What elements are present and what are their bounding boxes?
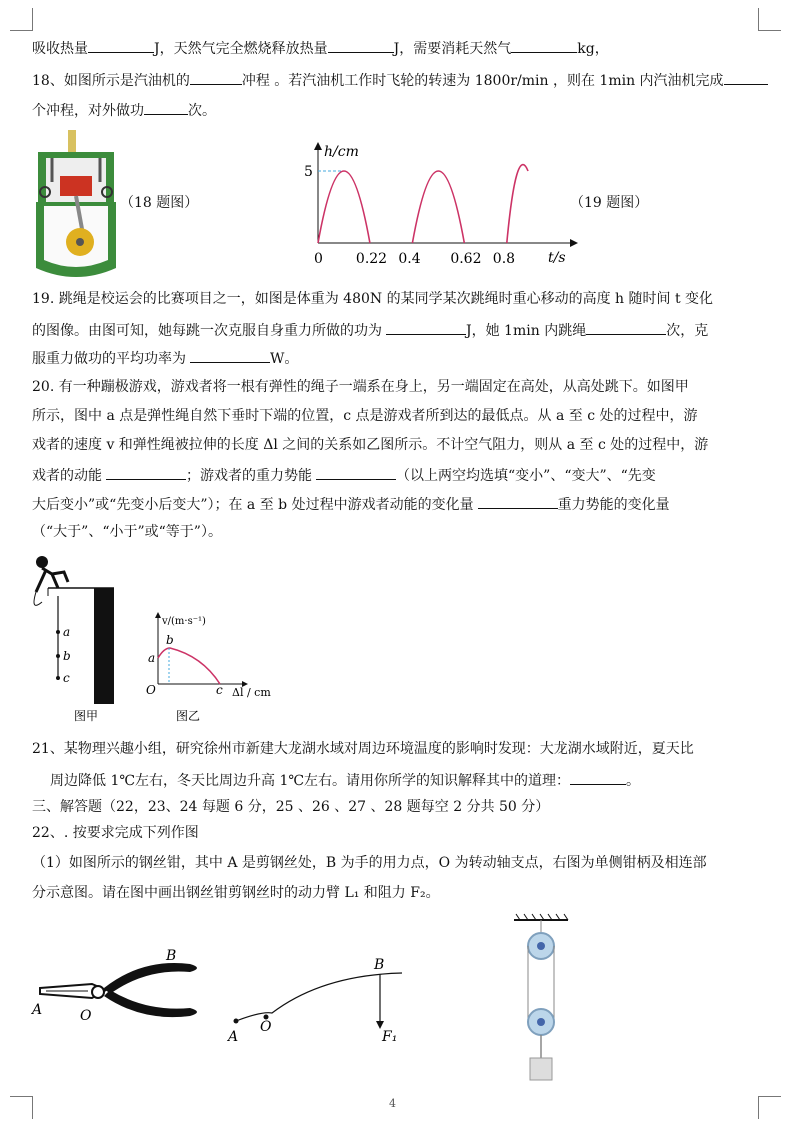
pliers-figure — [32, 950, 212, 1030]
x-tick-label: 0.22 — [355, 251, 388, 267]
bungee-figure-jia — [28, 552, 128, 722]
pulley-figure — [506, 912, 576, 1088]
crop-mark-top-right — [758, 8, 781, 31]
answer-blank[interactable] — [190, 348, 270, 363]
spark-plug — [68, 130, 76, 152]
crop-mark-bottom-left — [10, 1096, 33, 1119]
answer-blank[interactable] — [190, 70, 242, 85]
text: ；游戏者的重力势能 — [186, 468, 312, 484]
text: 18、如图所示是汽油机的 — [32, 73, 190, 89]
question-19-line-1 — [32, 290, 713, 308]
answer-blank[interactable] — [586, 320, 666, 335]
origin-label: O — [146, 683, 156, 697]
caption-yi: 图乙 — [176, 709, 201, 723]
text: 20. 有一种蹦极游戏，游戏者将一根有弹性的绳子一端系在身上，另一端固定在高处，从高处跳下。如图甲 — [32, 379, 689, 395]
x-tick-label: 0 — [314, 251, 323, 267]
question-20-line-1 — [32, 378, 689, 396]
x-axis-arrow — [570, 239, 578, 247]
text: （19 题图） — [570, 195, 649, 211]
jumper-head — [36, 556, 48, 568]
point-c-label: c — [63, 671, 70, 685]
x-tick-label: 0.4 — [398, 251, 421, 267]
lever-sketch — [222, 955, 412, 1050]
text: （1）如图所示的钢丝钳，其中 A 是剪钢丝处，B 为手的用力点，O 为转动轴支点，右图为单侧钳柄及相连部 — [32, 855, 707, 871]
text: 次，克 — [666, 323, 709, 339]
text: 冲程 。若汽油机工作时飞轮的转速为 1800r/min ，则在 1min 内汽油机完成 — [241, 73, 724, 89]
engine-diagram — [30, 128, 122, 278]
text: 戏者的动能 — [32, 468, 102, 484]
point-a-label: A — [32, 1002, 43, 1018]
point-a-label: A — [228, 1029, 239, 1045]
text: 的图像。由图可知，她每跳一次克服自身重力所做的功为 — [32, 323, 382, 339]
cliff-wall — [94, 588, 114, 704]
point-a-label: a — [63, 625, 71, 639]
x-axis-label: Δl / cm — [232, 686, 271, 699]
figure-18-caption — [120, 194, 198, 212]
weight-block — [530, 1058, 552, 1080]
text: 次。 — [188, 103, 216, 119]
point-c-label: c — [216, 683, 223, 697]
text: （“大于”、“小于”或“等于”）。 — [32, 524, 222, 540]
text: 21、某物理兴趣小组，研究徐州市新建大龙湖水域对周边环境温度的影响时发现：大龙湖水域附近，夏天比 — [32, 741, 694, 757]
answer-blank[interactable] — [88, 38, 154, 53]
y-tick-label: 5 — [304, 164, 313, 180]
text: 所示，图中 a 点是弹性绳自然下垂时下端的位置，c 点是游戏者所到达的最低点。从 a 至 c 处的过程中，游 — [32, 408, 698, 424]
text: 三、解答题（22，23、24 每题 6 分，25 、26 、27 、28 题每空 2 分共 50 分） — [32, 799, 550, 815]
question-19-line-3 — [32, 348, 298, 368]
y-axis-label: v/(m·s⁻¹) — [162, 616, 206, 627]
question-21-line-1 — [32, 740, 694, 758]
x-tick-label: 0.62 — [450, 251, 482, 267]
jump-arch-3 — [507, 165, 528, 243]
point-b-label: b — [166, 633, 174, 647]
crop-mark-bottom-right — [758, 1096, 781, 1119]
text: 戏者的速度 v 和弹性绳被拉伸的长度 Δl 之间的关系如乙图所示。不计空气阻力，则从 a 至 c 处的过程中，游 — [32, 437, 709, 453]
question-22-1-line-2 — [32, 884, 440, 902]
velocity-curve — [158, 648, 220, 684]
question-22-1-line-1 — [32, 854, 707, 872]
text: 19. 跳绳是校运会的比赛项目之一，如图是体重为 480N 的某同学某次跳绳时重心移动的高度 h 随时间 t 变化 — [32, 291, 714, 307]
answer-blank[interactable] — [144, 100, 188, 115]
text: 重力势能的变化量 — [557, 497, 670, 513]
text: 服重力做功的平均功率为 — [32, 351, 186, 367]
question-18-line-2 — [32, 100, 216, 120]
question-19-line-2 — [32, 320, 708, 340]
question-20-line-3 — [32, 436, 708, 454]
answer-blank[interactable] — [106, 465, 186, 480]
point-o-label: O — [260, 1019, 272, 1035]
text: （以上两空均选填“变小”、“变大”、“先变 — [396, 468, 656, 484]
page-number: 4 — [389, 1097, 396, 1110]
answer-blank[interactable] — [316, 465, 396, 480]
text: 个冲程，对外做功 — [32, 103, 144, 119]
answer-blank[interactable] — [386, 320, 466, 335]
answer-blank[interactable] — [478, 494, 558, 509]
section-3-heading — [32, 798, 549, 816]
question-20-line-2 — [32, 407, 698, 425]
text: 分示意图。请在图中画出钢丝钳剪钢丝时的动力臂 L₁ 和阻力 F₂。 — [32, 885, 440, 901]
crop-mark-top-left — [10, 8, 33, 31]
text: 吸收热量 — [32, 41, 88, 57]
answer-blank[interactable] — [511, 38, 577, 53]
point-b-label: B — [166, 948, 177, 964]
question-21-line-2 — [50, 770, 640, 790]
handle-curve — [236, 973, 402, 1021]
text: 大后变小”或“先变小后变大”）；在 a 至 b 处过程中游戏者动能的变化量 — [32, 497, 474, 513]
question-22-heading — [32, 824, 199, 842]
text: 周边降低 1℃左右，冬天比周边升高 1℃左右。请用你所学的知识解释其中的道理： — [50, 773, 571, 789]
jump-arch-1 — [318, 171, 370, 243]
height-time-chart — [290, 138, 580, 268]
y-axis-arrow — [314, 142, 322, 150]
text: 22、. 按要求完成下列作图 — [32, 825, 199, 841]
pliers-upper-handle — [104, 963, 197, 994]
text: kg， — [577, 41, 609, 57]
y-axis-label: h/cm — [324, 144, 359, 160]
text: 。 — [626, 773, 641, 789]
caption-jia: 图甲 — [74, 709, 99, 723]
piston — [60, 176, 92, 196]
answer-blank[interactable] — [570, 770, 626, 785]
answer-blank[interactable] — [328, 38, 394, 53]
question-20-line-4 — [32, 465, 656, 485]
question-18-line-1 — [32, 70, 768, 90]
force-f1-label: F₁ — [382, 1029, 398, 1045]
point-b-label: B — [374, 957, 385, 973]
x-axis-label: t/s — [548, 250, 566, 266]
pivot — [92, 986, 104, 998]
point-a-label: a — [148, 651, 156, 665]
text: （18 题图） — [120, 195, 199, 211]
velocity-stretch-graph-yi — [142, 610, 282, 722]
text: W。 — [270, 351, 299, 367]
question-20-line-5 — [32, 494, 670, 514]
jump-arch-2 — [412, 171, 464, 243]
line-heat-absorbed — [32, 38, 609, 58]
question-20-line-6 — [32, 523, 222, 541]
x-tick-label: 0.8 — [492, 251, 516, 267]
answer-blank[interactable] — [724, 70, 768, 85]
text: J，需要消耗天然气 — [393, 41, 512, 57]
point-o-label: O — [80, 1008, 92, 1024]
figure-19-caption — [570, 194, 648, 212]
point-b-label: b — [63, 649, 71, 663]
pliers-lower-handle — [104, 990, 197, 1017]
text: J，天然气完全燃烧释放热量 — [154, 41, 328, 57]
text: J，她 1min 内跳绳 — [466, 323, 587, 339]
